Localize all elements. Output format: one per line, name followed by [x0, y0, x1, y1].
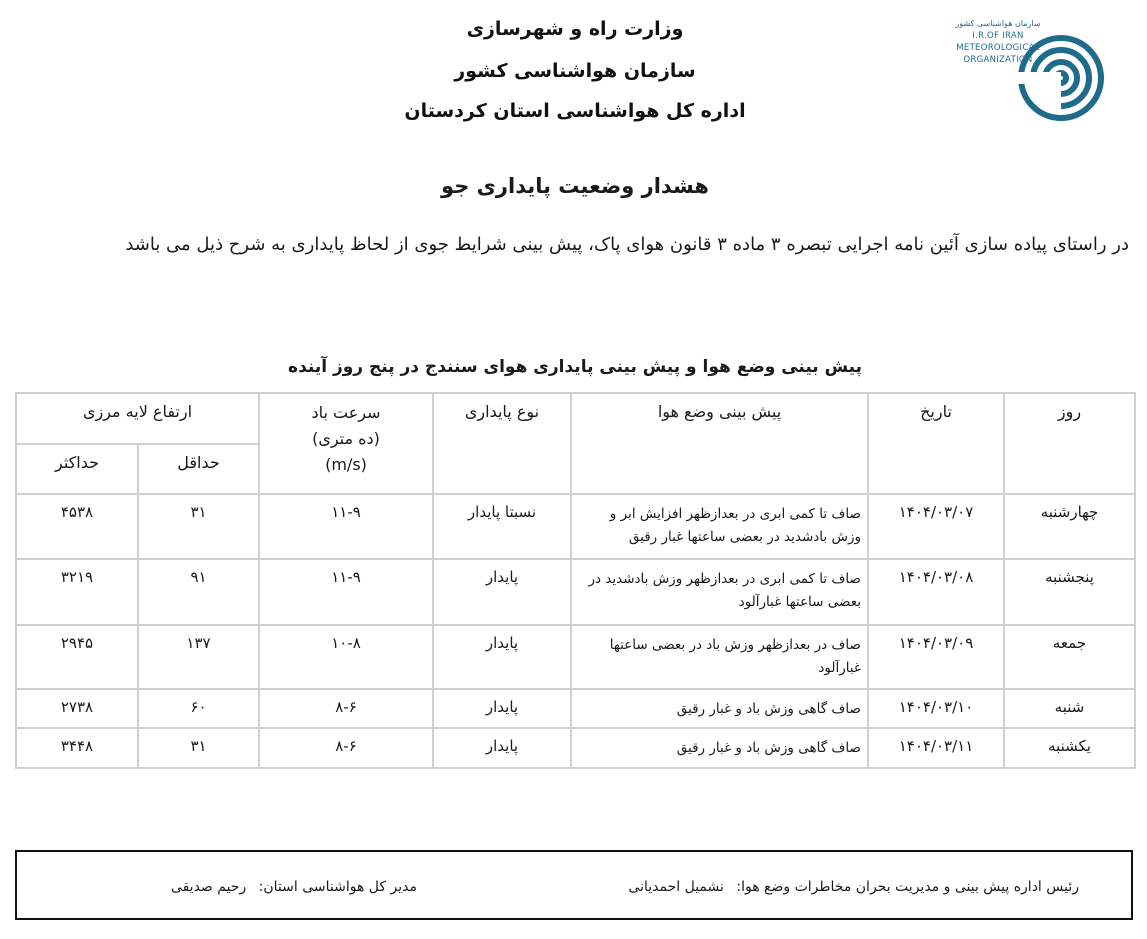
cell-forecast: صاف تا کمی ابری در بعدازظهر افزایش ابر و وزش بادشدید در بعضی ساعتها غبار رقیق [571, 494, 868, 559]
director-signature [171, 879, 417, 895]
cell-stability: پایدار [433, 689, 571, 728]
cell-max: ۲۷۳۸ [16, 689, 138, 728]
cell-stability: پایدار [433, 728, 571, 768]
cell-stability: نسبتا پایدار [433, 494, 571, 559]
header-wind-line2: (ده متری) [312, 429, 380, 448]
cell-min: ۶۰ [138, 689, 259, 728]
forecast-head-name: نشمیل احمدیانی [628, 879, 724, 895]
header-forecast: پیش بینی وضع هوا [571, 393, 868, 494]
table-row [16, 689, 1135, 728]
cell-stability: پایدار [433, 625, 571, 689]
table-row [16, 494, 1135, 559]
header-wind-speed [259, 393, 433, 494]
forecast-head-signature [628, 879, 1079, 895]
header-boundary-layer: ارتفاع لایه مرزی [16, 393, 259, 444]
header-wind-line3: (m/s) [325, 455, 367, 474]
header-date: تاریخ [868, 393, 1004, 494]
director-title: مدیر کل هواشناسی استان: [258, 879, 417, 895]
header-max: حداکثر [16, 444, 138, 494]
cell-date: ۱۴۰۴/۰۳/۱۱ [868, 728, 1004, 768]
forecast-head-title: رئیس اداره پیش بینی و مدیریت بحران مخاطرات وضع هوا: [736, 879, 1079, 895]
cell-day: جمعه [1004, 625, 1135, 689]
logo-en-line1: I.R.OF IRAN [972, 31, 1024, 41]
cell-wind: ۸-۶ [259, 728, 433, 768]
cell-date: ۱۴۰۴/۰۳/۱۰ [868, 689, 1004, 728]
alert-title: هشدار وضعیت پایداری جو [441, 174, 709, 198]
cell-day: چهارشنبه [1004, 494, 1135, 559]
cell-max: ۲۹۴۵ [16, 625, 138, 689]
organization-title: سازمان هواشناسی کشور [454, 60, 696, 82]
cell-min: ۱۳۷ [138, 625, 259, 689]
cell-min: ۳۱ [138, 494, 259, 559]
header-stability: نوع پایداری [433, 393, 571, 494]
cell-forecast: صاف گاهی وزش باد و غبار رقیق [571, 689, 868, 728]
header-min: حداقل [138, 444, 259, 494]
cell-max: ۴۵۳۸ [16, 494, 138, 559]
cell-day: پنجشنبه [1004, 559, 1135, 625]
logo-en-line2: METEOROLOGICAL [956, 43, 1040, 53]
forecast-table [15, 392, 1136, 769]
cell-day: شنبه [1004, 689, 1135, 728]
cell-max: ۳۲۱۹ [16, 559, 138, 625]
cell-forecast: صاف در بعدازظهر وزش باد در بعضی ساعتها غبارآلود [571, 625, 868, 689]
logo-fa-text: سازمان هواشناسی کشور [955, 19, 1041, 28]
cell-date: ۱۴۰۴/۰۳/۰۹ [868, 625, 1004, 689]
logo-en-line3: ORGANIZATION [963, 55, 1033, 65]
cell-forecast: صاف گاهی وزش باد و غبار رقیق [571, 728, 868, 768]
cell-max: ۳۴۴۸ [16, 728, 138, 768]
cell-wind: ۱۱-۹ [259, 494, 433, 559]
cell-wind: ۸-۶ [259, 689, 433, 728]
cell-date: ۱۴۰۴/۰۳/۰۸ [868, 559, 1004, 625]
ministry-title: وزارت راه و شهرسازی [466, 18, 684, 40]
cell-min: ۳۱ [138, 728, 259, 768]
director-name: رحیم صدیقی [170, 879, 247, 895]
cell-stability: پایدار [433, 559, 571, 625]
spiral-emblem-icon [1015, 20, 1107, 135]
cell-min: ۹۱ [138, 559, 259, 625]
table-row [16, 728, 1135, 768]
department-title: اداره کل هواشناسی استان کردستان [404, 100, 746, 122]
header-wind-line1: سرعت باد [311, 403, 381, 422]
header-day: روز [1004, 393, 1135, 494]
cell-wind: ۱۱-۹ [259, 559, 433, 625]
intro-paragraph: در راستای پیاده سازی آئین نامه اجرایی تبصره ۳ ماده ۳ قانون هوای پاک، پیش بینی شرایط جوی از لحاظ پایداری به شرح ذیل می باشد [125, 234, 1129, 255]
table-title: پیش بینی وضع هوا و پیش بینی پایداری هوای سنندج در پنج روز آینده [288, 357, 862, 377]
signature-box [15, 850, 1133, 920]
table-row [16, 559, 1135, 625]
cell-wind: ۱۰-۸ [259, 625, 433, 689]
table-row [16, 625, 1135, 689]
cell-day: یکشنبه [1004, 728, 1135, 768]
cell-date: ۱۴۰۴/۰۳/۰۷ [868, 494, 1004, 559]
cell-forecast: صاف تا کمی ابری در بعدازظهر وزش بادشدید در بعضی ساعتها غبارآلود [571, 559, 868, 625]
meteorological-organization-logo [943, 12, 1108, 137]
